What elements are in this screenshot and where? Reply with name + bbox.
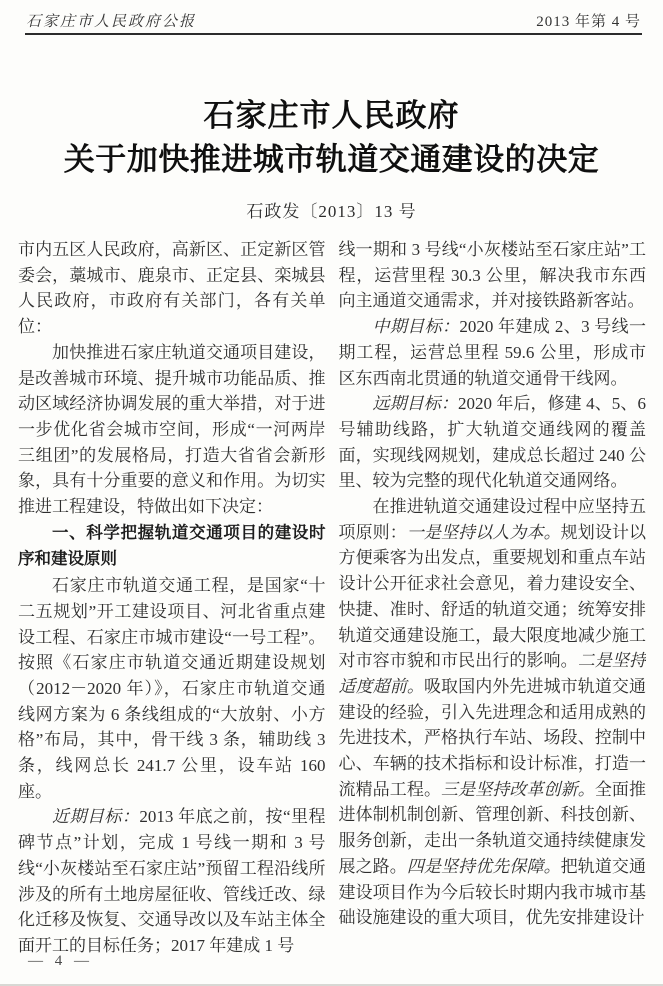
page-footer: [28, 953, 93, 970]
document-title-line2: 关于加快推进城市轨道交通建设的决定: [63, 142, 600, 177]
text-run: 一、科学把握轨道交通项目的建设时序和建设原则: [18, 523, 326, 569]
paragraph: [18, 237, 326, 340]
text-run: 线一期和 3 号线“小灰楼站至石家庄站”工程，运营里程 30.3 公里，解决我市东西向主通道交通需求，并对接铁路新客站。: [338, 240, 646, 311]
text-run: 一是坚持以人为本。: [406, 522, 561, 542]
text-run: 加快推进石家庄轨道交通项目建设，是改善城市环境、提升城市功能品质、推动区域经济协调发展的重大举措，对于进一步优化省会城市空间，形成“一河两岸三组团”的发展格局，打造大省省会新形象，具有十分重要的意义和作用。为切实推进工程建设，特做出如下决定：: [18, 342, 326, 517]
document-number: 石政发〔2013〕13 号: [246, 202, 417, 221]
text-run: 石家庄市轨道交通工程，是国家“十二五规划”开工建设项目、河北省重点建设工程、石家庄市城市建设“一号工程”。按照《石家庄市轨道交通近期建设规划（2012－2020 年）》，石家庄市轨道交通线网方案为 6 条线组成的“大放射、小方格”布局，其中，骨干线 3 条，辅助线 3 条，线网总长 241.7 公里，设车站 160 座。: [18, 576, 326, 801]
text-run: 2020 年建成 2、3 号线一期工程，运营总里程 59.6 公里，形成市区东西南北贯通的轨道交通骨干线网。: [338, 317, 646, 388]
body-columns: [18, 237, 646, 959]
gazette-name: 石家庄市人民政府公报: [26, 14, 197, 30]
text-run: 中期目标：: [372, 317, 460, 337]
text-run: 2013 年底之前，按“里程碑节点”计划，完成 1 号线一期和 3 号线“小灰楼站至石家庄站”预留工程沿线所涉及的所有土地房屋征收、管线迁改、绿化迁移及恢复、交通导改以及车站主体全面开工的目标任务；2017 年建成 1 号: [18, 807, 326, 955]
text-run: 规划设计以方便乘客为出发点，重要规划和重点车站设计公开征求社会意见，着力建设安全、快捷、准时、舒适的轨道交通；统筹安排轨道交通建设施工，最大限度地减少施工对市容市貌和市民出行的影响。: [338, 522, 646, 671]
text-run: 四是坚持优先保障。: [406, 856, 561, 876]
paragraph: [18, 804, 326, 958]
issue-number: 2013 年第 4 号: [536, 14, 641, 30]
document-title-line1: 石家庄市人民政府: [203, 98, 460, 133]
paragraph: [339, 494, 647, 931]
page-number: — 4 —: [28, 953, 93, 969]
paragraph: [339, 314, 647, 391]
paragraph: [18, 340, 326, 520]
paragraph: [18, 573, 326, 804]
paragraph: [18, 520, 326, 573]
text-run: 三是坚持改革创新。: [441, 779, 595, 799]
text-run: 远期目标：: [372, 394, 458, 414]
text-run: 二是坚持适度超前。: [338, 651, 646, 696]
text-run: 2020 年后，修建 4、5、6 号辅助线路，扩大轨道交通线网的覆盖面，实现线网规划，建成总长超过 240 公里、较为完整的现代化轨道交通网络。: [338, 394, 646, 491]
left-column: [18, 237, 326, 959]
text-run: 全面推进体制机制创新、管理创新、科技创新、服务创新，走出一条轨道交通持续健康发展之路。: [338, 779, 646, 876]
page-header: [26, 10, 641, 31]
text-run: 市内五区人民政府，高新区、正定新区管委会，藁城市、鹿泉市、正定县、栾城县人民政府，市政府有关部门，各有关单位：: [18, 240, 326, 337]
text-run: 近期目标：: [52, 807, 140, 827]
paragraph: [339, 391, 647, 494]
paragraph: [339, 237, 647, 314]
text-run: 把轨道交通建设项目作为今后较长时期内我市城市基础设施建设的重大项目，优先安排建设计: [338, 856, 646, 928]
text-run: 吸取国内外先进城市轨道交通建设的经验，引入先进理念和适用成熟的先进技术，严格执行车站、场段、控制中心、车辆的技术指标和设计标准，打造一流精品工程。: [338, 676, 646, 799]
right-column: [339, 237, 647, 959]
header-rule: [25, 33, 642, 35]
text-run: 在推进轨道交通建设过程中应坚持五项原则：: [338, 497, 646, 542]
